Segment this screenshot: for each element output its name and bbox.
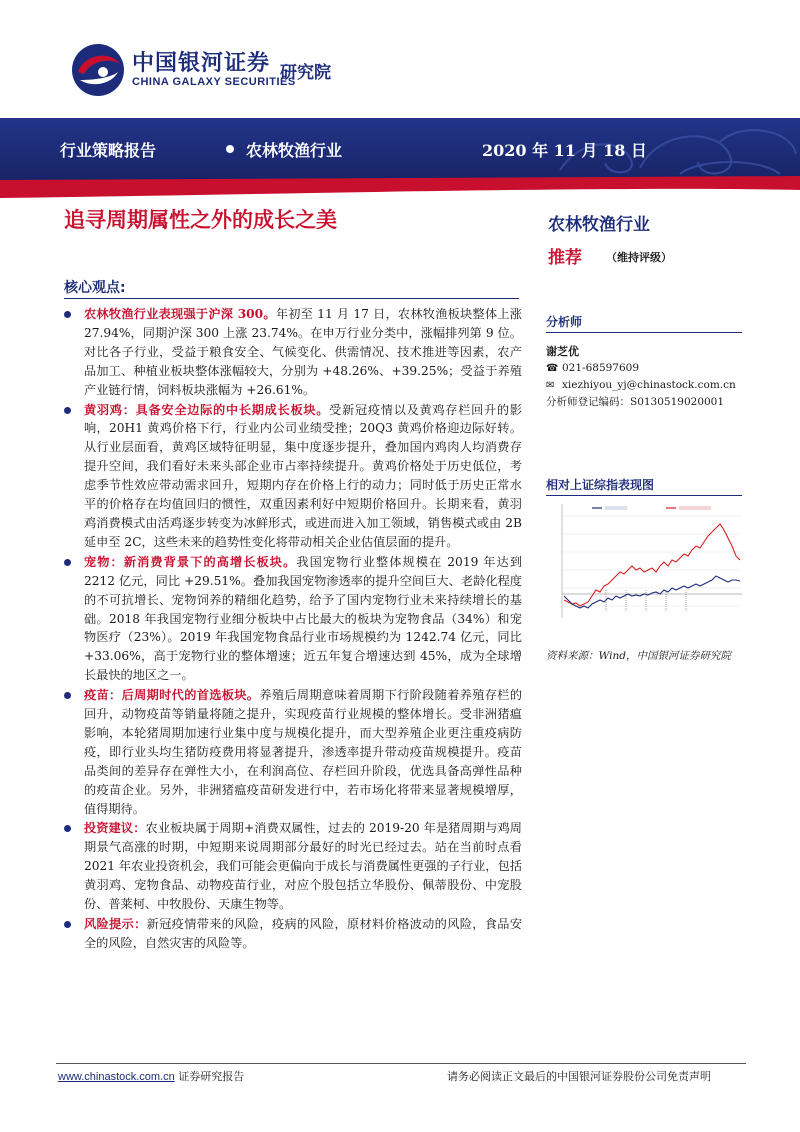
logo-english-name: CHINA GALAXY SECURITIES: [132, 76, 296, 88]
rating: 推荐: [548, 248, 582, 268]
footer-left: [58, 1068, 244, 1084]
analyst-email[interactable]: xiezhiyou_yj@chinastock.com.cn: [562, 379, 736, 391]
divider: [546, 332, 742, 333]
galaxy-logo-icon: [70, 42, 126, 98]
website-link[interactable]: www.chinastock.com.cn: [58, 1071, 175, 1083]
company-logo: [70, 42, 370, 102]
item-lead: 投资建议：: [84, 821, 146, 836]
reg-number: S0130519020001: [630, 396, 725, 408]
list-item: [64, 819, 522, 914]
list-item: [64, 401, 522, 552]
item-body: 新冠疫情带来的风险，疫病的风险，原材料价格波动的风险，食品安全的风险，自然灾害的风险等。: [84, 917, 523, 950]
list-item: [64, 553, 522, 685]
bullet-icon: [64, 311, 71, 318]
divider: [546, 495, 742, 496]
banner-industry: 农林牧渔行业: [246, 141, 343, 160]
logo-chinese-name: 中国银河证券: [132, 51, 271, 76]
report-date: 2020 年 11 月 18 日: [482, 141, 647, 160]
footer-divider: [56, 1063, 746, 1064]
side-industry: 农林牧渔行业: [548, 215, 650, 235]
bullet-icon: [64, 407, 71, 414]
report-title: 追寻周期属性之外的成长之美: [64, 208, 337, 232]
mail-icon: ✉: [546, 380, 555, 391]
item-lead: 农林牧渔行业表现强于沪深 300。: [84, 307, 276, 321]
item-body: 我国宠物行业整体规模在 2019 年达到 2212 亿元，同比 +29.51%。叠加我国宠物渗透率的提升空间巨大、老龄化程度的不可抗增长、宠物饲养的精细化趋势，给予了国内宠物行业未来持续增长的基础。2018 年我国宠物行业细分板块中占比最大的板块为宠物食品（34%）和宠物医疗（23%）。2019 年我国宠物食品行业市场规模约为 1242.74 亿元，同比 +33.06%，高于宠物行业的整体增速；近五年复合增速达到 45%，成为全球增长最快的地区之一。: [84, 554, 523, 683]
footer-label: 证券研究报告: [174, 1070, 245, 1083]
relative-performance-chart: [546, 500, 744, 635]
item-body: 养殖后周期意味着周期下行阶段随着养殖存栏的回升，动物疫苗等销量将随之提升，实现疫苗行业规模的整体增长。受非洲猪瘟影响，本轮猪周期加速行业集中度与规模化提升，而大型养殖企业更注重疫病防疫，即行业头均生猪防疫费用将显著提升，渗透率提升带动疫苗规模提升。疫苗品类间的差异存在弹性大小，在利润高位、存栏回升阶段，优选具备高弹性品种的疫苗企业。另外，非洲猪瘟疫苗研发进行中，若市场化将带来显著规模增厚，值得期待。: [84, 688, 523, 816]
list-item: [64, 915, 522, 953]
core-heading: 核心观点:: [64, 280, 126, 296]
analyst-phone: 021-68597609: [562, 362, 640, 374]
item-lead: 风险提示：: [84, 917, 147, 931]
reg-label: 分析师登记编码：: [546, 396, 630, 408]
core-points: [64, 305, 522, 954]
list-item: [64, 686, 522, 818]
item-body: 受新冠疫情以及黄鸡存栏回升的影响，20H1 黄鸡价格下行，行业内公司业绩受挫；20Q3 黄鸡价格迎边际好转。从行业层面看，黄鸡区域特征明显，集中度逐步提升，叠加国内鸡肉人均消费存提升空间，我们看好未来头部企业市占率持续提升。黄鸡价格处于历史低位，考虑季节性效应带动需求回升，短期内存在价格上行的动力；同时低于历史正常水平的价格存在均值回归的惯性，双重因素利好中短期价格回升。长期来看，黄羽鸡消费模式由活鸡逐步转变为冰鲜形式，或进而进入加工领域，销售模式或由 2B 延申至 2C，这些未来的趋势性变化将带动相关企业估值层面的提升。: [84, 402, 523, 549]
phone-icon: ☎: [546, 363, 559, 374]
report-type: 行业策略报告: [60, 141, 157, 160]
logo-institute: 研究院: [280, 63, 331, 83]
bullet-icon: [64, 825, 71, 832]
disclaimer-note: 请务必阅读正文最后的中国银河证券股份公司免责声明: [447, 1070, 711, 1083]
rating-note: （维持评级）: [606, 251, 672, 264]
analyst-info: [546, 344, 736, 410]
list-item: [64, 305, 522, 400]
bullet-icon: [64, 921, 71, 928]
bullet-icon: [64, 559, 71, 566]
item-lead: 疫苗：后周期时代的首选板块。: [84, 688, 260, 703]
item-body: 年初至 11 月 17 日，农林牧渔板块整体上涨 27.94%，同期沪深 300 上涨 23.74%。在申万行业分类中，涨幅排列第 9 位。对比各子行业，受益于粮食安全、气候变化、供需情况、技术推进等因素，农产品加工、种植业板块整体涨幅较大，分别为 +48.26%、+39.25%；受益于养殖产业链行情，饲料板块涨幅为 +26.61%。: [84, 307, 522, 397]
divider: [64, 298, 519, 299]
bullet-icon: [64, 692, 71, 699]
item-body: 农业板块属于周期+消费双属性，过去的 2019-20 年是猪周期与鸡周期景气高涨的时期，中短期来说周期部分最好的时光已经过去。站在当前时点看 2021 年农业投资机会，我们可能会更偏向于成长与消费属性更强的子行业，包括黄羽鸡、宠物食品、动物疫苗行业，对应个股包括立华股份、佩蒂股份、中宠股份、普莱柯、中牧股份、天康生物等。: [84, 821, 522, 912]
item-lead: 黄羽鸡：具备安全边际的中长期成长板块。: [84, 402, 330, 417]
analyst-name: 谢芝优: [546, 345, 579, 358]
chart-heading: 相对上证综指表现图: [546, 478, 655, 492]
item-lead: 宠物：新消费背景下的高增长板块。: [84, 554, 297, 569]
chart-source: 资料来源：Wind，中国银河证券研究院: [546, 650, 731, 662]
analyst-heading: 分析师: [546, 315, 583, 329]
